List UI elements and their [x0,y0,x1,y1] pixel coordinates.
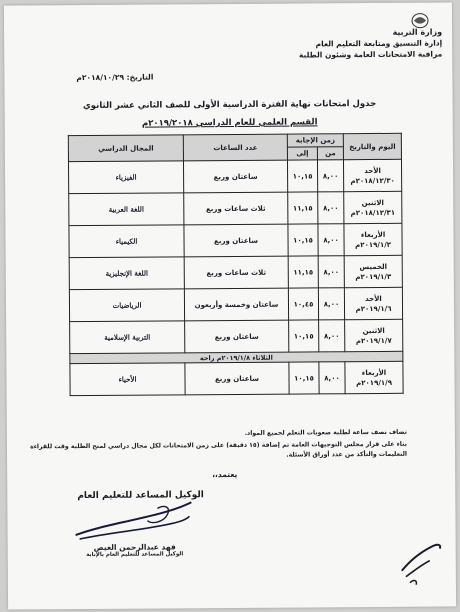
subject-cell: الفيزياء [68,161,183,194]
day-date: ٢٠١٩/١/٣م [355,272,392,281]
day-cell [344,255,402,287]
hours-cell: ساعتان وربع [183,160,287,193]
to-cell: ١١,١٥ [288,192,318,224]
subject-cell: التربية الإسلامية [70,321,185,354]
hours-cell: ثلاث ساعات وربع [184,192,288,225]
subject-cell: الكيمياء [69,225,184,258]
from-cell: ٨,٠٠ [318,288,344,320]
from-cell: ٨,٠٠ [318,192,344,224]
table-row [69,223,402,257]
day-date: ٢٠١٩/١/٧م [355,336,392,345]
day-date: ٢٠١٨/١٢/٣١م [350,208,396,217]
hours-cell: ساعتان وربع [184,224,288,257]
table-row [68,159,401,193]
day-name: الاثنين [361,198,384,207]
day-cell [345,361,403,393]
handwritten-signature-icon [67,494,197,545]
day-name: الأربعاء [361,368,387,377]
subject-cell: الرياضيات [69,289,184,322]
hours-cell: ساعتان وربع [185,320,289,353]
ministry-name: وزارة التربية [392,27,443,37]
day-name: الأربعاء [360,230,386,239]
note-learning-difficulties: تضاف نصف ساعة لطلبة صعوبات التعلم لجميع المواد. [244,428,407,437]
to-cell: ١١,١٥ [288,256,318,288]
day-cell [344,223,402,255]
schedule-title: جدول امتحانات نهاية الفترة الدراسية الأولى للصف الثاني عشر الثانوي [82,98,377,112]
day-date: ٢٠١٨/١٢/٣٠م [350,176,395,185]
signatory-name: فهد عبدالرحمن الغيص [93,542,176,552]
approval-label: يعتمد،، [212,469,238,480]
to-cell: ١٠,١٥ [287,160,317,192]
subject-cell: اللغة العربية [69,193,184,226]
signatory-title: الوكيل المساعد للتعليم العام [77,490,204,502]
schedule-subtitle-text: القسم العلمي للعام الدراسي ٢٠١٩/٢٠١٨م [141,117,318,129]
exam-schedule-table [68,133,404,396]
day-cell [343,159,401,191]
subject-cell: اللغة الإنجليزية [69,257,184,290]
day-name: الأحد [365,294,382,303]
day-date: ٢٠١٩/١/٦م [355,304,392,313]
hours-cell: ساعتان وخمسة وأربعون [184,288,288,321]
from-cell: ٨,٠٠ [318,224,344,256]
signatory-block [70,542,200,558]
schedule-subtitle [65,117,395,129]
header-hours: عدد الساعات [183,134,287,161]
to-cell: ١٠,٤٥ [288,288,318,320]
department-name: إدارة التنسيق ومتابعة التعليم العام [315,38,443,49]
table-row [70,319,403,353]
note-extra-time: بناء على قرار مجلس التوجيهات العامة تم إضافة (١٥ دقيقة) على زمن الامتحانات لكل مجال دراسي لمنح الطلبة وقت للقراءة التعليمات والتأكد من عدد أوراق الأسئلة. [30,440,408,459]
received-stamp-icon [396,531,446,591]
hours-cell: ثلاث ساعات وربع [184,256,288,289]
day-cell [345,319,403,351]
header-from: من [317,147,343,160]
from-cell: ٨,٠٠ [319,362,345,394]
day-date: ٢٠١٩/١/٩م [356,378,393,387]
to-cell: ١٠,١٥ [289,362,319,394]
document-date: التاريخ: ٢٠١٨/١٠/٢٩م [76,72,154,83]
from-cell: ٨,٠٠ [318,256,344,288]
section-name: مراقبة الامتحانات العامة وشئون الطلبة [298,49,443,60]
header-subject: المجال الدراسي [68,135,183,162]
table-row [69,191,402,225]
hours-cell: ساعتان وربع [185,362,289,395]
table-row [69,255,402,289]
from-cell: ٨,٠٠ [317,160,343,192]
day-name: الخميس [359,262,388,271]
from-cell: ٨,٠٠ [319,320,345,352]
day-name: الأحد [364,166,381,175]
table-row [69,287,402,321]
header-to: إلى [287,147,317,160]
day-cell [344,191,402,223]
header-time: زمن الإجابة [287,134,343,147]
table-row [70,361,403,395]
header-day: اليوم والتاريخ [343,133,401,159]
to-cell: ١٠,١٥ [288,224,318,256]
day-cell [344,287,402,319]
signatory-role: الوكيل المساعد للتعليم العام بالإنابة [86,551,184,559]
day-date: ٢٠١٩/١/٢م [355,240,392,249]
document-page [4,2,456,609]
day-name: الاثنين [362,326,385,335]
letterhead [242,27,442,61]
to-cell: ١٠,١٥ [289,320,319,352]
subject-cell: الأحياء [70,363,185,396]
notes-block [27,428,407,465]
holiday-label: الثلاثاء ٢٠١٩/١/٨م راحة [70,351,403,363]
